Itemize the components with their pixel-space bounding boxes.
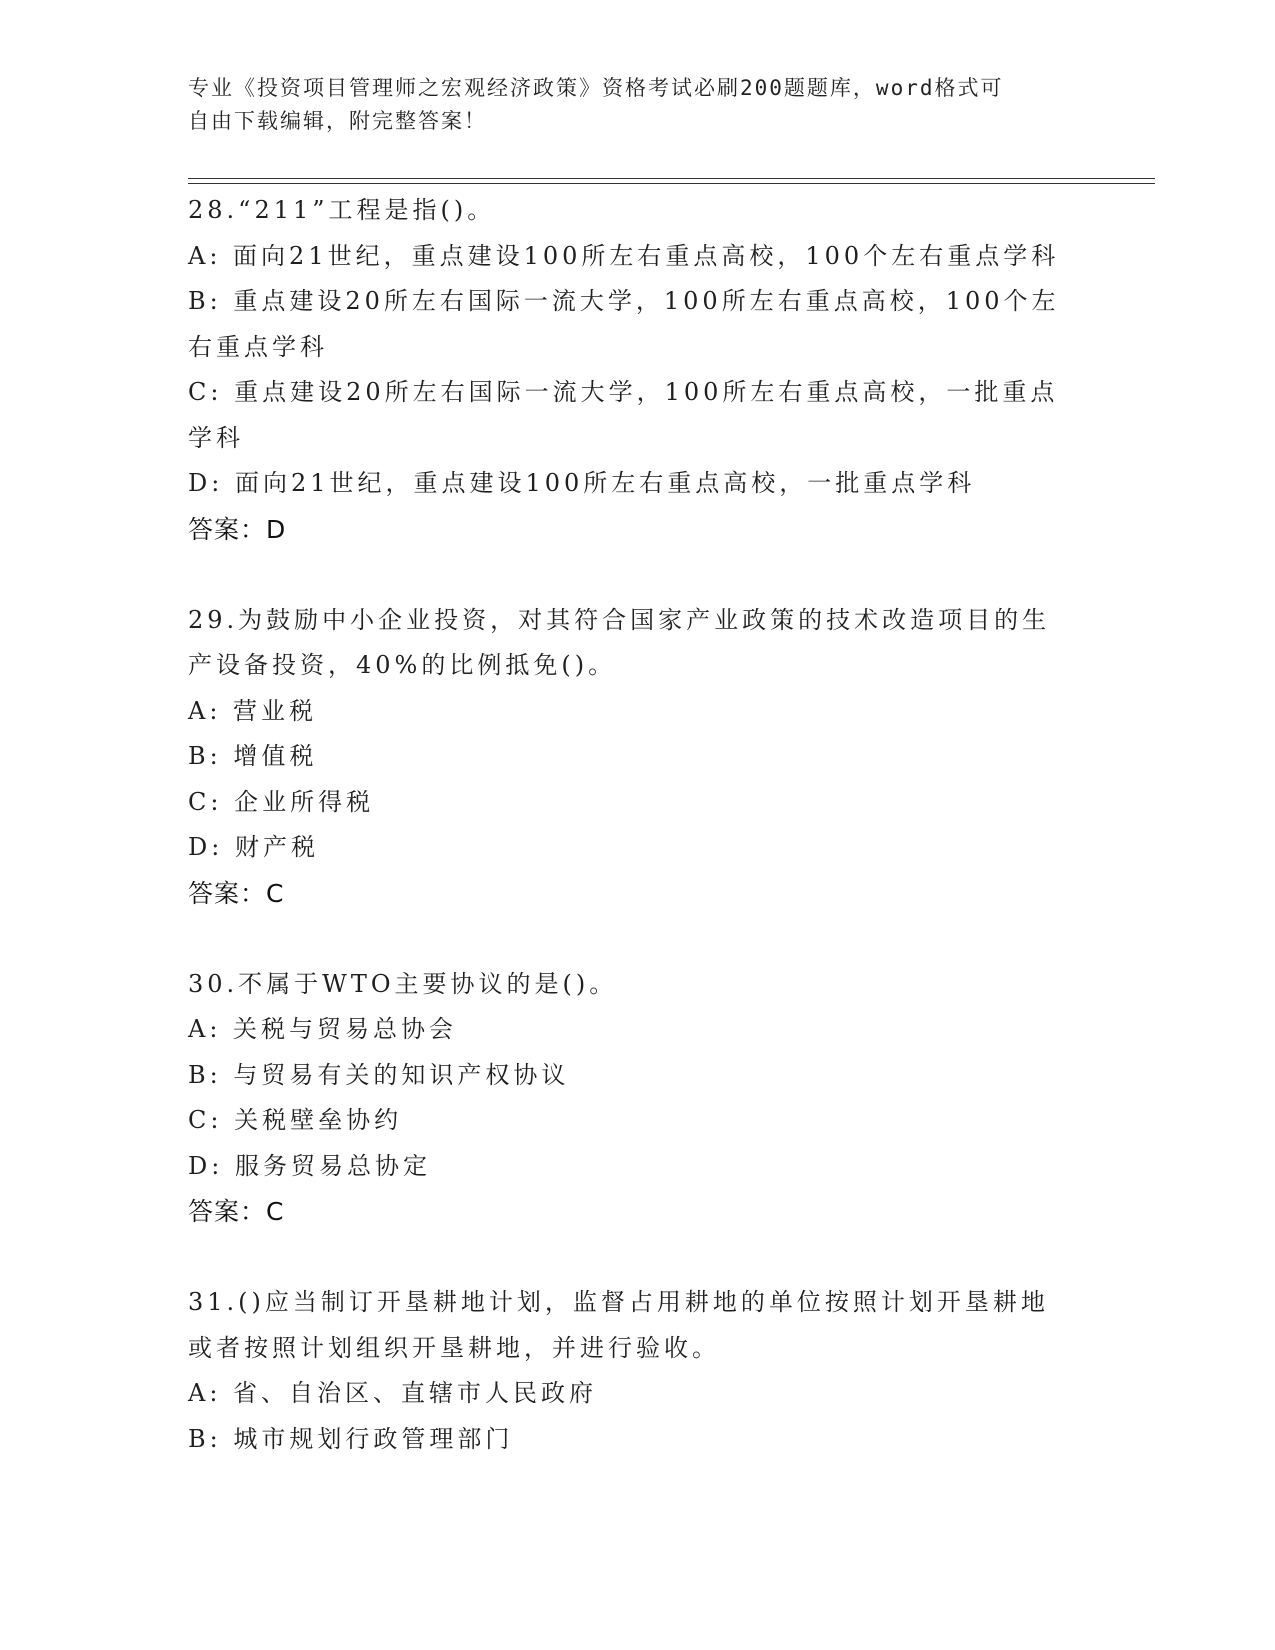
question-28 (188, 188, 1088, 552)
question-30 (188, 962, 1088, 1235)
question-stem: 30.不属于WTO主要协议的是()。 (188, 969, 618, 998)
option-b: B: 与贸易有关的知识产权协议 (188, 1060, 570, 1089)
option-a: A: 营业税 (188, 696, 318, 725)
option-d: D: 财产税 (188, 833, 319, 861)
document-header (188, 72, 1068, 138)
option-c: C: 关税壁垒协约 (188, 1106, 403, 1134)
spacer (188, 1235, 1088, 1281)
option-a: A: 省、自治区、直辖市人民政府 (188, 1379, 598, 1407)
option-d: D: 面向21世纪，重点建设100所左右重点高校，一批重点学科 (188, 469, 976, 497)
option-d: D: 服务贸易总协定 (188, 1151, 431, 1180)
question-31 (188, 1280, 1088, 1462)
option-c: C: 重点建设20所左右国际一流大学，100所左右重点高校，一批重点 (188, 378, 1059, 406)
option-a: A: 面向21世纪，重点建设100所左右重点高校，100个左右重点学科 (188, 241, 1060, 270)
option-b: B: 城市规划行政管理部门 (188, 1424, 514, 1453)
answer: 答案：C (188, 878, 285, 908)
spacer (188, 916, 1088, 962)
option-b: B: 增值税 (188, 742, 318, 770)
header-line-2: 自由下载编辑，附完整答案！ (188, 109, 487, 133)
header-line-1: 专业《投资项目管理师之宏观经济政策》资格考试必刷200题题库，word格式可 (188, 76, 1004, 100)
option-c-continued: 学科 (188, 423, 244, 452)
header-divider-top (188, 178, 1155, 179)
option-a: A: 关税与贸易总协会 (188, 1015, 458, 1043)
option-b: B: 重点建设20所左右国际一流大学，100所左右重点高校，100个左 (188, 287, 1060, 315)
option-b-continued: 右重点学科 (188, 332, 328, 361)
spacer (188, 552, 1088, 598)
question-stem: 28.“211”工程是指()。 (188, 196, 496, 224)
question-29 (188, 598, 1088, 917)
question-stem: 29.为鼓励中小企业投资，对其符合国家产业政策的技术改造项目的生 (188, 605, 1051, 634)
question-stem: 31.()应当制订开垦耕地计划，监督占用耕地的单位按照计划开垦耕地 (188, 1288, 1049, 1316)
question-list (188, 188, 1088, 1462)
answer: 答案：C (188, 1197, 285, 1226)
option-c: C: 企业所得税 (188, 787, 375, 816)
header-divider-bottom (188, 183, 1155, 184)
answer: 答案：D (188, 514, 287, 544)
question-stem-continued: 产设备投资，40%的比例抵免()。 (188, 651, 617, 679)
question-stem-continued: 或者按照计划组织开垦耕地，并进行验收。 (188, 1333, 720, 1362)
